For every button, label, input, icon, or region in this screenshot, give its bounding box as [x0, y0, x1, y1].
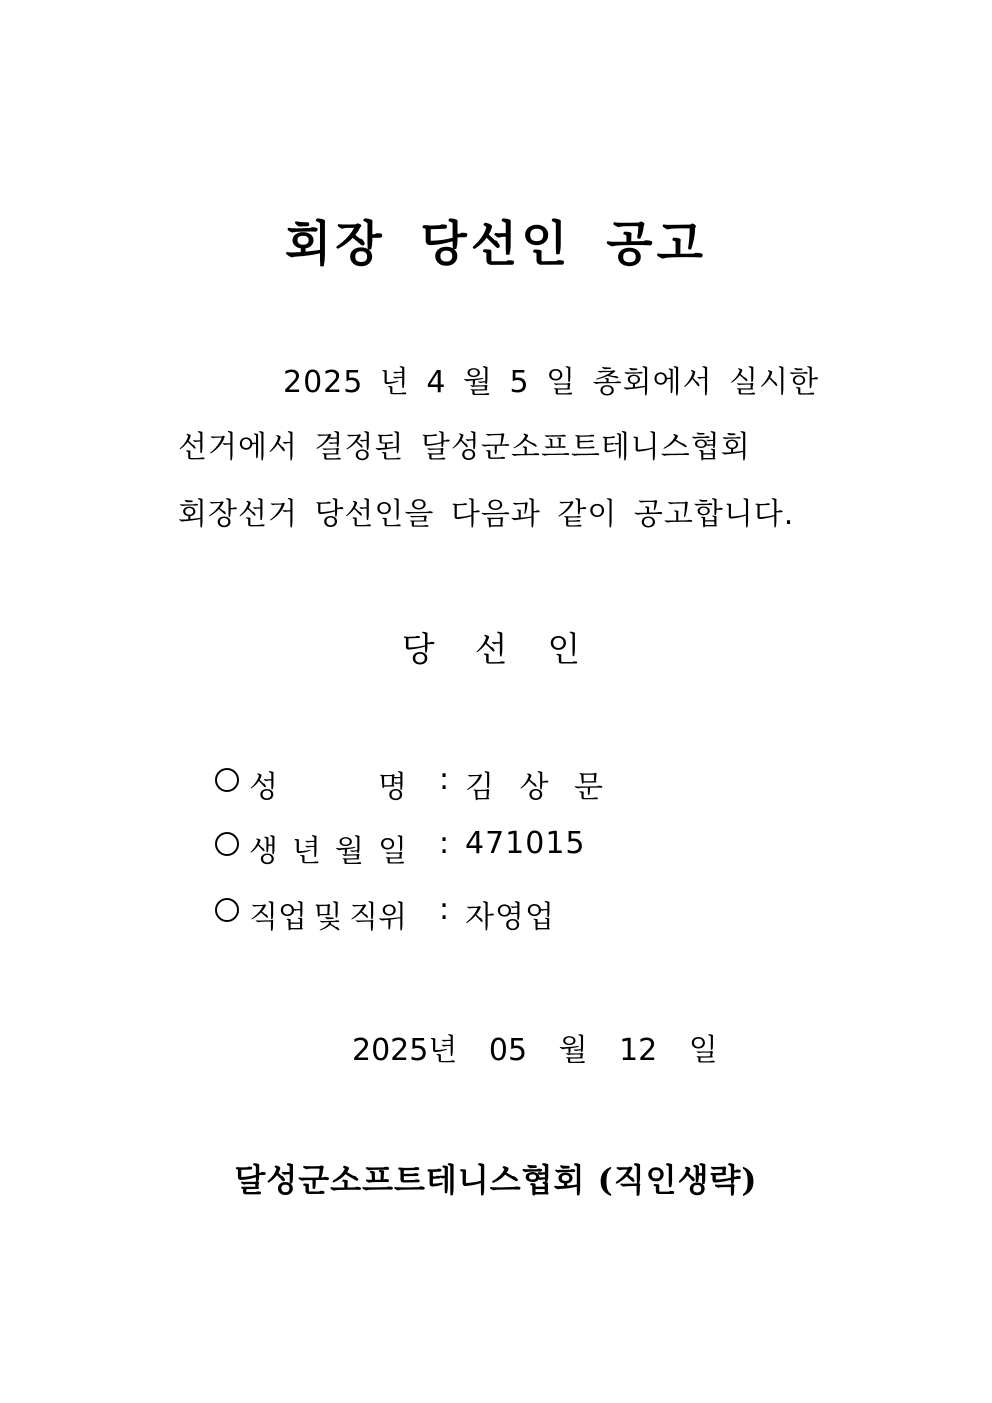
field-colon: : — [439, 762, 450, 797]
circle-bullet-icon — [215, 898, 239, 922]
field-label-char: 일 — [378, 834, 407, 869]
field-label-occupation — [249, 892, 407, 936]
document-title: 회장 당선인 공고 — [285, 216, 707, 272]
body-line-2: 선거에서 결정된 달성군소프트테니스협회 — [178, 430, 751, 465]
body-line-1: 2025 년 4 월 5 일 총회에서 실시한 — [283, 365, 820, 400]
field-value-birthdate: 471015 — [465, 826, 586, 861]
field-label-char: 월 — [335, 834, 364, 869]
field-label-char: 명 — [378, 770, 407, 805]
section-title: 당선인 — [401, 630, 621, 670]
organization-signature: 달성군소프트테니스협회 (직인생략) — [234, 1161, 758, 1199]
field-value-name: 김 상 문 — [465, 770, 612, 805]
notice-date: 2025년 05 월 12 일 — [352, 1033, 718, 1068]
field-label-birthdate — [249, 826, 407, 870]
field-label-char: 년 — [292, 834, 321, 869]
field-label-name — [249, 762, 407, 806]
field-value-occupation: 자영업 — [465, 900, 555, 935]
field-label-char: 직위 — [349, 900, 407, 935]
field-colon: : — [439, 826, 450, 861]
field-colon: : — [439, 892, 450, 927]
body-line-3: 회장선거 당선인을 다음과 같이 공고합니다. — [178, 497, 795, 532]
field-label-char: 및 — [313, 900, 343, 935]
field-label-char: 성 — [249, 770, 278, 805]
field-label-char: 직업 — [249, 900, 307, 935]
circle-bullet-icon — [215, 768, 239, 792]
field-label-char: 생 — [249, 834, 278, 869]
circle-bullet-icon — [215, 832, 239, 856]
